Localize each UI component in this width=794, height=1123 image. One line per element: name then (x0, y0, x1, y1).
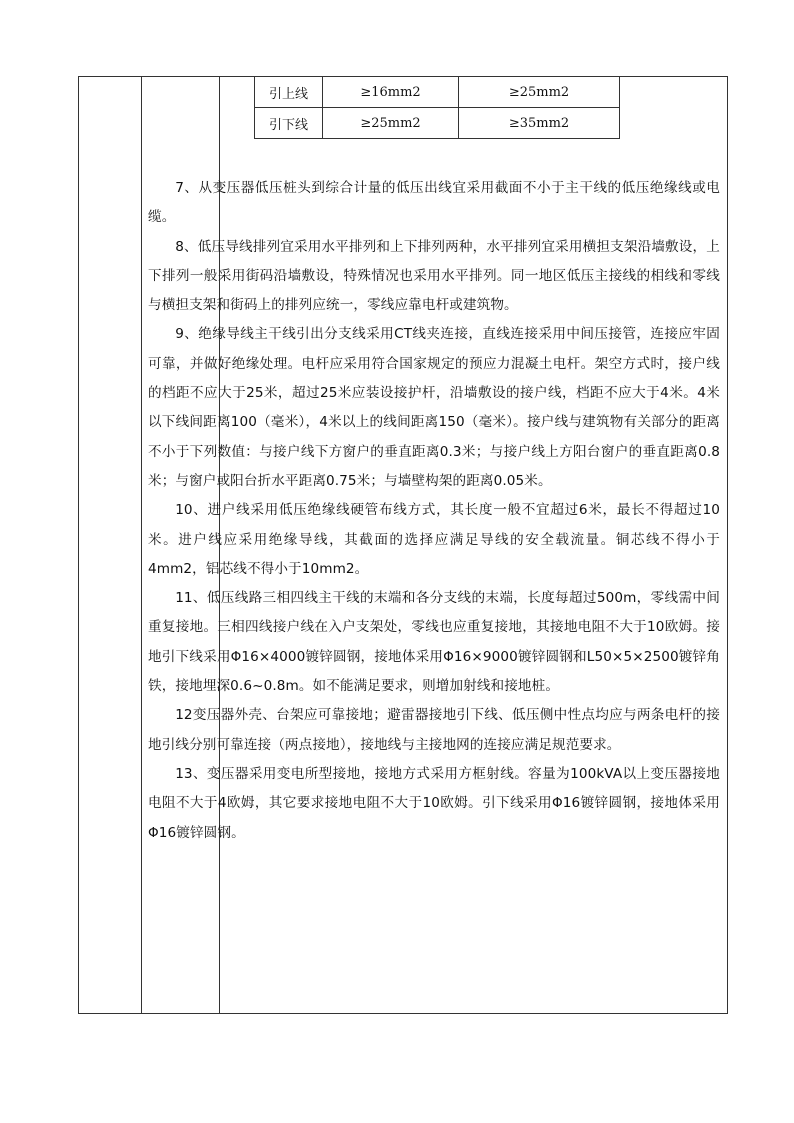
table-cell: ≥35mm2 (459, 108, 620, 139)
table-cell: ≥25mm2 (323, 108, 459, 139)
paragraph-13: 13、变压器采用变电所型接地，接地方式采用方框射线。容量为100kVA以上变压器接地电阻不大于4欧姆，其它要求接地电阻不大于10欧姆。引下线采用Φ16镀锌圆钢，接地体采用Φ16镀锌圆钢。 (148, 765, 720, 841)
column-divider-1 (141, 77, 142, 1013)
paragraph-8: 8、低压导线排列宜采用水平排列和上下排列两种，水平排列宜采用横担支架沿墙敷设，上下排列一般采用街码沿墙敷设，特殊情况也采用水平排列。同一地区低压主接线的相线和零线与横担支架和街码上的排列应统一，零线应靠电杆或建筑物。 (148, 238, 720, 314)
row-label: 引上线 (255, 77, 323, 108)
wire-spec-table (254, 76, 620, 139)
table-row (255, 108, 620, 139)
table-row (255, 77, 620, 108)
paragraph-12: 12变压器外壳、台架应可靠接地；避雷器接地引下线、低压侧中性点均应与两条电杆的接地引线分别可靠连接（两点接地），接地线与主接地网的连接应满足规范要求。 (148, 707, 720, 753)
paragraph-10: 10、进户线采用低压绝缘线硬管布线方式，其长度一般不宜超过6米，最长不得超过10米。进户线应采用绝缘导线，其截面的选择应满足导线的安全载流量。铜芯线不得小于4mm2，铝芯线不得小于10mm2。 (148, 502, 720, 577)
table-cell: ≥16mm2 (323, 77, 459, 108)
paragraph-9: 9、绝缘导线主干线引出分支线采用CT线夹连接，直线连接采用中间压接管，连接应牢固可靠，并做好绝缘处理。电杆应采用符合国家规定的预应力混凝土电杆。架空方式时，接户线的档距不应大于25米，超过25米应装设接护杆，沿墙敷设的接户线，档距不应大于4米。4米以下线间距离100（毫米），4米以上的线间距离150（毫米）。接户线与建筑物有关部分的距离不小于下列数值：与接户线下方窗户的垂直距离0.3米；与接户线上方阳台窗户的垂直距离0.8米；与窗户或阳台折水平距离0.75米；与墙壁构架的距离0.05米。 (148, 326, 720, 489)
paragraph-7: 7、从变压器低压桩头到综合计量的低压出线宜采用截面不小于主干线的低压绝缘线或电缆。 (148, 180, 720, 226)
paragraph-11: 11、低压线路三相四线主干线的末端和各分支线的末端，长度每超过500m，零线需中间重复接地。三相四线接户线在入户支架处，零线也应重复接地，其接地电阻不大于10欧姆。接地引下线采用Φ16×4000镀锌圆钢，接地体采用Φ16×9000镀锌圆钢和L50×5×2500镀锌角铁，接地埋深0.6~0.8m。如不能满足要求，则增加射线和接地桩。 (148, 590, 720, 695)
body-text (148, 174, 720, 848)
table-cell: ≥25mm2 (459, 77, 620, 108)
row-label: 引下线 (255, 108, 323, 139)
